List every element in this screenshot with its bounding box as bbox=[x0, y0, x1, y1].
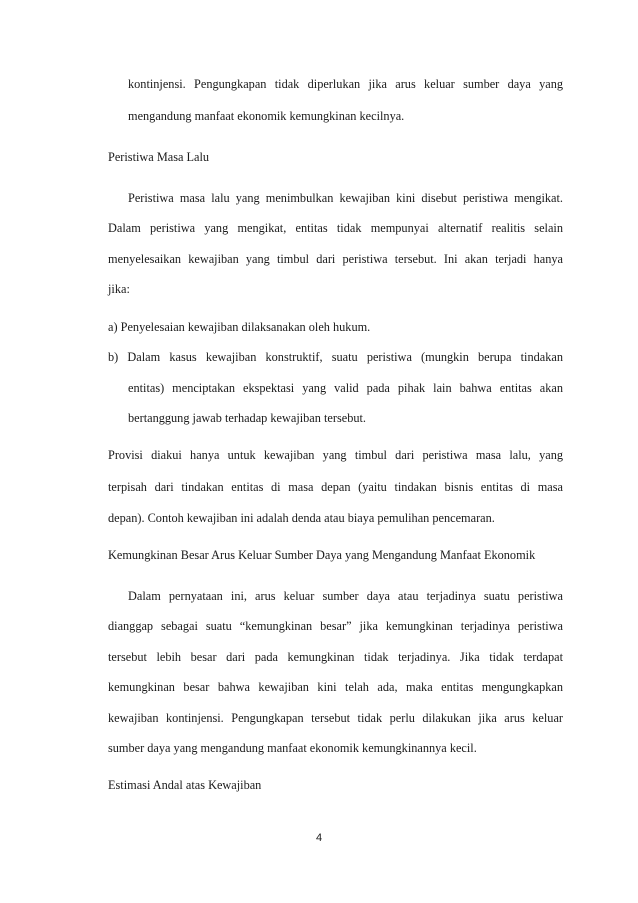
paragraph-line: kewajiban kontinjensi. Pengungkapan tersebut tidak perlu dilakukan jika arus keluar bbox=[108, 711, 563, 725]
paragraph-line: Dalam pernyataan ini, arus keluar sumber daya atau terjadinya suatu peristiwa bbox=[128, 589, 563, 603]
paragraph-line: Provisi diakui hanya untuk kewajiban yang timbul dari peristiwa masa lalu, yang bbox=[108, 448, 563, 462]
section-heading: Kemungkinan Besar Arus Keluar Sumber Daya yang Mengandung Manfaat Ekonomik bbox=[108, 548, 536, 562]
paragraph-line: jika: bbox=[108, 282, 130, 296]
paragraph-line: menyelesaikan kewajiban yang timbul dari peristiwa tersebut. Ini akan terjadi hanya bbox=[108, 252, 563, 266]
paragraph-line: tersebut lebih besar dari pada kemungkinan tidak terjadinya. Jika tidak terdapat bbox=[108, 650, 563, 664]
list-item: a) Penyelesaian kewajiban dilaksanakan oleh hukum. bbox=[108, 320, 371, 334]
paragraph-line: terpisah dari tindakan entitas di masa depan (yaitu tindakan bisnis entitas di masa bbox=[108, 480, 563, 494]
paragraph-line: mengandung manfaat ekonomik kemungkinan kecilnya. bbox=[128, 109, 405, 123]
list-item: b) Dalam kasus kewajiban konstruktif, suatu peristiwa (mungkin berupa tindakan bbox=[108, 350, 563, 364]
list-item-continuation: bertanggung jawab terhadap kewajiban tersebut. bbox=[128, 411, 366, 425]
paragraph-line: Dalam peristiwa yang mengikat, entitas tidak mempunyai alternatif realitis selain bbox=[108, 221, 563, 235]
list-item-continuation: entitas) menciptakan ekspektasi yang valid pada pihak lain bahwa entitas akan bbox=[128, 381, 563, 395]
page-number: 4 bbox=[315, 832, 323, 844]
paragraph-line: kontinjensi. Pengungkapan tidak diperlukan jika arus keluar sumber daya yang bbox=[128, 77, 563, 91]
paragraph-line: Peristiwa masa lalu yang menimbulkan kewajiban kini disebut peristiwa mengikat. bbox=[128, 191, 563, 205]
paragraph-line: kemungkinan besar bahwa kewajiban kini telah ada, maka entitas mengungkapkan bbox=[108, 680, 563, 694]
paragraph-line: depan). Contoh kewajiban ini adalah denda atau biaya pemulihan pencemaran. bbox=[108, 511, 495, 525]
paragraph-line: sumber daya yang mengandung manfaat ekonomik kemungkinannya kecil. bbox=[108, 741, 477, 755]
section-heading: Estimasi Andal atas Kewajiban bbox=[108, 778, 262, 792]
paragraph-line: dianggap sebagai suatu “kemungkinan besar” jika kemungkinan terjadinya peristiwa bbox=[108, 619, 563, 633]
section-heading: Peristiwa Masa Lalu bbox=[108, 150, 210, 164]
